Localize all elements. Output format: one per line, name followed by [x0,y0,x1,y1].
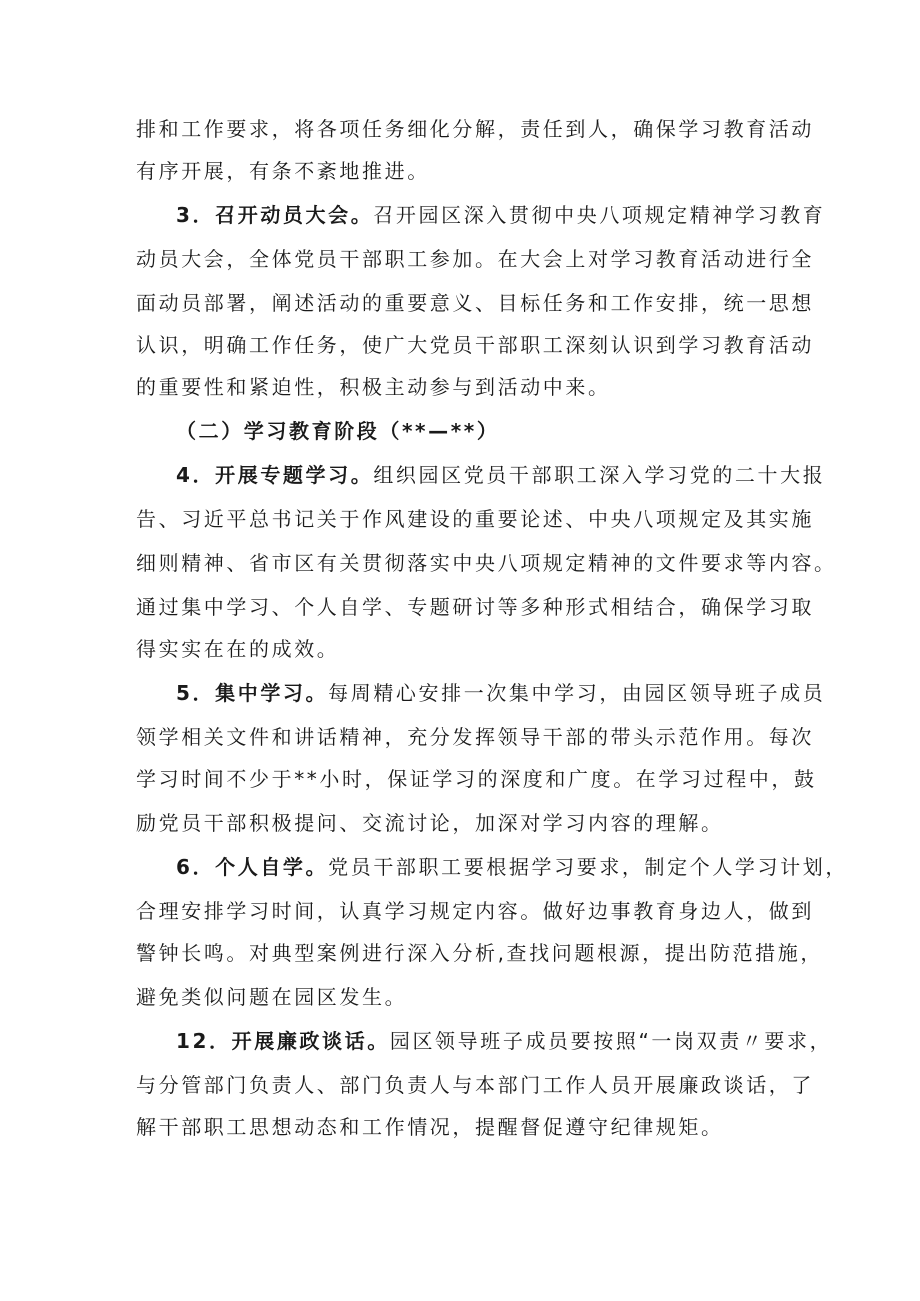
line-text: 召开园区深入贯彻中央八项规定精神学习教育 [373,203,826,227]
line-text: 面动员部署，阐述活动的重要意义、目标任务和工作安排，统一思想 [136,291,814,315]
line-text: 组织园区党员干部职工深入学习党的二十大报 [373,463,826,487]
item-3-heading: 3．召开动员大会。 [176,203,374,227]
line-text: 排和工作要求，将各项任务细化分解，责任到人，确保学习教育活动 [136,117,814,141]
line-text: 园区领导班子成员要按照“一岗双责〃要求， [389,1029,833,1053]
paragraph-12-first-line [176,1026,846,1056]
line-text: 解干部职工思想动态和工作情况，提醒督促遵守纪律规矩。 [136,1115,724,1139]
body-line [136,982,806,1012]
line-text: 有序开展，有条不紊地推进。 [136,159,430,183]
body-line [136,244,814,274]
body-line [136,938,823,968]
body-line [136,896,814,926]
line-text: 通过集中学习、个人自学、专题研讨等多种形式相结合，确保学习取 [136,595,814,619]
paragraph-4-first-line [176,460,846,490]
body-line [136,808,806,838]
body-line [136,722,814,752]
line-text: 警钟长鸣。对典型案例进行深入分析,查找问题根源，提出防范措施， [136,941,823,965]
section-heading: （二）学习教育阶段（**—**） [176,419,500,443]
section-heading-line [176,416,846,446]
body-line [136,372,806,402]
line-text: 动员大会，全体党员干部职工参加。在大会上对学习教育活动进行全 [136,247,814,271]
body-line [136,114,814,144]
paragraph-6-first-line [176,852,846,882]
item-6-heading: 6．个人自学。 [176,855,329,879]
item-4-heading: 4．开展专题学习。 [176,463,374,487]
body-line [136,504,814,534]
line-text: 每周精心安排一次集中学习，由园区领导班子成员 [328,681,826,705]
line-text: 细则精神、省市区有关贯彻落实中央八项规定精神的文件要求等内容。 [136,551,837,575]
line-text: 避免类似问题在园区发生。 [136,985,408,1009]
body-line [136,592,814,622]
line-text: 告、习近平总书记关于作风建设的重要论述、中央八项规定及其实施 [136,507,814,531]
line-text: 学习时间不少于**小时，保证学习的深度和广度。在学习过程中，鼓 [136,767,817,791]
line-text: 的重要性和紧迫性，积极主动参与到活动中来。 [136,375,611,399]
line-text: 领学相关文件和讲话精神，充分发挥领导干部的带头示范作用。每次 [136,725,814,749]
line-text: 合理安排学习时间，认真学习规定内容。做好边事教育身边人，做到 [136,899,814,923]
item-5-heading: 5．集中学习。 [176,681,329,705]
item-12-heading: 12．开展廉政谈话。 [176,1029,390,1053]
line-text: 与分管部门负责人、部门负责人与本部门工作人员开展廉政谈话，了 [136,1073,814,1097]
body-line [136,1112,806,1142]
body-line [136,634,806,664]
line-text: 认识，明确工作任务，使广大党员干部职工深刻认识到学习教育活动 [136,333,814,357]
line-text: 励党员干部积极提问、交流讨论，加深对学习内容的理解。 [136,811,724,835]
body-line [136,288,814,318]
paragraph-3-first-line [176,200,846,230]
body-line [136,548,837,578]
paragraph-5-first-line [176,678,846,708]
line-text: 得实实在在的成效。 [136,637,340,661]
body-line [136,156,806,186]
body-line [136,330,814,360]
body-line [136,764,817,794]
body-line [136,1070,814,1100]
line-text: 党员干部职工要根据学习要求，制定个人学习计划， [328,855,848,879]
